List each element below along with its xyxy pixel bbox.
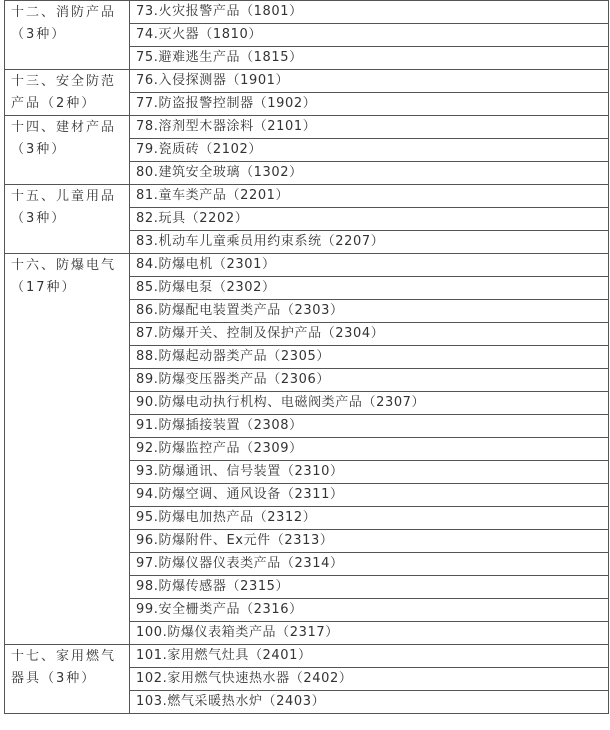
table-row bbox=[5, 116, 609, 139]
product-cell: 79.瓷质砖（2102） bbox=[130, 139, 609, 162]
product-cell: 78.溶剂型木器涂料（2101） bbox=[130, 116, 609, 139]
table-row bbox=[5, 645, 609, 668]
category-cell: 十三、安全防范产品（2种） bbox=[5, 70, 130, 116]
category-cell: 十五、儿童用品（3种） bbox=[5, 185, 130, 254]
product-cell: 96.防爆附件、Ex元件（2313） bbox=[130, 530, 609, 553]
product-cell: 88.防爆起动器类产品（2305） bbox=[130, 346, 609, 369]
product-cell: 86.防爆配电装置类产品（2303） bbox=[130, 300, 609, 323]
product-cell: 84.防爆电机（2301） bbox=[130, 254, 609, 277]
category-cell: 十二、消防产品（3种） bbox=[5, 1, 130, 70]
product-cell: 80.建筑安全玻璃（1302） bbox=[130, 162, 609, 185]
product-cell: 73.火灾报警产品（1801） bbox=[130, 1, 609, 24]
product-cell: 102.家用燃气快速热水器（2402） bbox=[130, 668, 609, 691]
product-cell: 82.玩具（2202） bbox=[130, 208, 609, 231]
product-cell: 83.机动车儿童乘员用约束系统（2207） bbox=[130, 231, 609, 254]
category-cell: 十六、防爆电气（17种） bbox=[5, 254, 130, 645]
product-cell: 74.灭火器（1810） bbox=[130, 24, 609, 47]
product-cell: 81.童车类产品（2201） bbox=[130, 185, 609, 208]
product-cell: 76.入侵探测器（1901） bbox=[130, 70, 609, 93]
product-cell: 101.家用燃气灶具（2401） bbox=[130, 645, 609, 668]
table-row bbox=[5, 1, 609, 24]
product-cell: 90.防爆电动执行机构、电磁阀类产品（2307） bbox=[130, 392, 609, 415]
product-cell: 92.防爆监控产品（2309） bbox=[130, 438, 609, 461]
category-cell: 十七、家用燃气器具（3种） bbox=[5, 645, 130, 714]
table-row bbox=[5, 185, 609, 208]
table-row bbox=[5, 70, 609, 93]
table-row bbox=[5, 254, 609, 277]
product-cell: 93.防爆通讯、信号装置（2310） bbox=[130, 461, 609, 484]
product-cell: 99.安全栅类产品（2316） bbox=[130, 599, 609, 622]
category-cell: 十四、建材产品（3种） bbox=[5, 116, 130, 185]
product-cell: 95.防爆电加热产品（2312） bbox=[130, 507, 609, 530]
product-cell: 87.防爆开关、控制及保护产品（2304） bbox=[130, 323, 609, 346]
product-catalog-table bbox=[4, 0, 609, 714]
product-cell: 75.避难逃生产品（1815） bbox=[130, 47, 609, 70]
product-cell: 89.防爆变压器类产品（2306） bbox=[130, 369, 609, 392]
product-cell: 91.防爆插接装置（2308） bbox=[130, 415, 609, 438]
catalog-table-body bbox=[5, 1, 609, 714]
product-cell: 77.防盗报警控制器（1902） bbox=[130, 93, 609, 116]
product-cell: 97.防爆仪器仪表类产品（2314） bbox=[130, 553, 609, 576]
product-cell: 100.防爆仪表箱类产品（2317） bbox=[130, 622, 609, 645]
product-cell: 103.燃气采暖热水炉（2403） bbox=[130, 691, 609, 714]
product-cell: 98.防爆传感器（2315） bbox=[130, 576, 609, 599]
product-cell: 94.防爆空调、通风设备（2311） bbox=[130, 484, 609, 507]
product-cell: 85.防爆电泵（2302） bbox=[130, 277, 609, 300]
